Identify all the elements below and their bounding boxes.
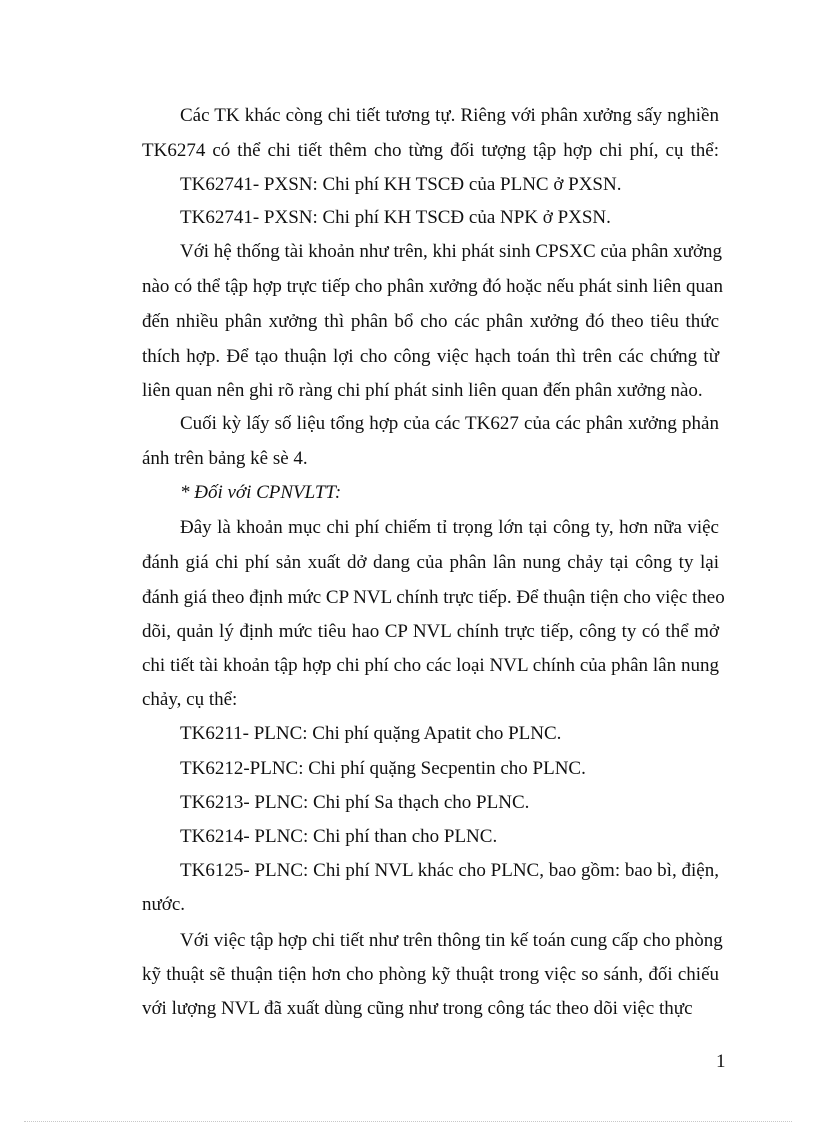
text-line: TK6211- PLNC: Chi phí quặng Apatit cho PLNC. <box>180 723 562 744</box>
text-line: TK62741- PXSN: Chi phí KH TSCĐ của NPK ở PXSN. <box>180 207 611 228</box>
text-line: nước. <box>142 894 186 915</box>
text-line: TK6213- PLNC: Chi phí Sa thạch cho PLNC. <box>180 792 530 813</box>
section-heading: * Đối với CPNVLTT: <box>180 482 342 503</box>
text-line: Với hệ thống tài khoản như trên, khi phát sinh CPSXC của phân xưởng <box>180 241 723 262</box>
text-line: TK6274 có thể chi tiết thêm cho từng đối tượng tập hợp chi phí, cụ thể: <box>142 140 719 161</box>
text-line: ánh trên bảng kê sè 4. <box>142 448 308 469</box>
text-line: liên quan nên ghi rõ ràng chi phí phát sinh liên quan đến phân xưởng nào. <box>142 380 703 401</box>
text-line: với lượng NVL đã xuất dùng cũng như trong công tác theo dõi việc thực <box>142 998 693 1019</box>
text-line: kỹ thuật sẽ thuận tiện hơn cho phòng kỹ thuật trong việc so sánh, đối chiếu <box>142 964 719 985</box>
text-line: Với việc tập hợp chi tiết như trên thông tin kế toán cung cấp cho phòng <box>180 930 723 951</box>
text-line: đánh giá chi phí sản xuất dở dang của phân lân nung chảy tại công ty lại <box>142 552 719 573</box>
text-line: chi tiết tài khoản tập hợp chi phí cho các loại NVL chính của phân lân nung <box>142 655 719 676</box>
text-line: đánh giá theo định mức CP NVL chính trực tiếp. Để thuận tiện cho việc theo <box>142 587 725 608</box>
text-line: TK6125- PLNC: Chi phí NVL khác cho PLNC, bao gồm: bao bì, điện, <box>180 860 719 881</box>
page-bottom-border <box>24 1121 792 1122</box>
text-line: TK6214- PLNC: Chi phí than cho PLNC. <box>180 826 498 847</box>
text-line: TK6212-PLNC: Chi phí quặng Secpentin cho PLNC. <box>180 758 586 779</box>
text-line: dõi, quản lý định mức tiêu hao CP NVL chính trực tiếp, công ty có thể mở <box>142 621 719 642</box>
text-line: chảy, cụ thể: <box>142 689 238 710</box>
page-number: 1 <box>716 1051 726 1072</box>
text-line: TK62741- PXSN: Chi phí KH TSCĐ của PLNC ở PXSN. <box>180 174 622 195</box>
text-line: Đây là khoản mục chi phí chiếm tỉ trọng lớn tại công ty, hơn nữa việc <box>180 517 719 538</box>
text-line: Các TK khác còng chi tiết tương tự. Riêng với phân xưởng sấy nghiền <box>180 105 719 126</box>
text-line: Cuối kỳ lấy số liệu tổng hợp của các TK627 của các phân xưởng phản <box>180 413 719 434</box>
text-line: đến nhiều phân xưởng thì phân bổ cho các phân xưởng đó theo tiêu thức <box>142 311 719 332</box>
text-line: nào có thể tập hợp trực tiếp cho phân xưởng đó hoặc nếu phát sinh liên quan <box>142 276 723 297</box>
text-line: thích hợp. Để tạo thuận lợi cho công việc hạch toán thì trên các chứng từ <box>142 346 719 367</box>
